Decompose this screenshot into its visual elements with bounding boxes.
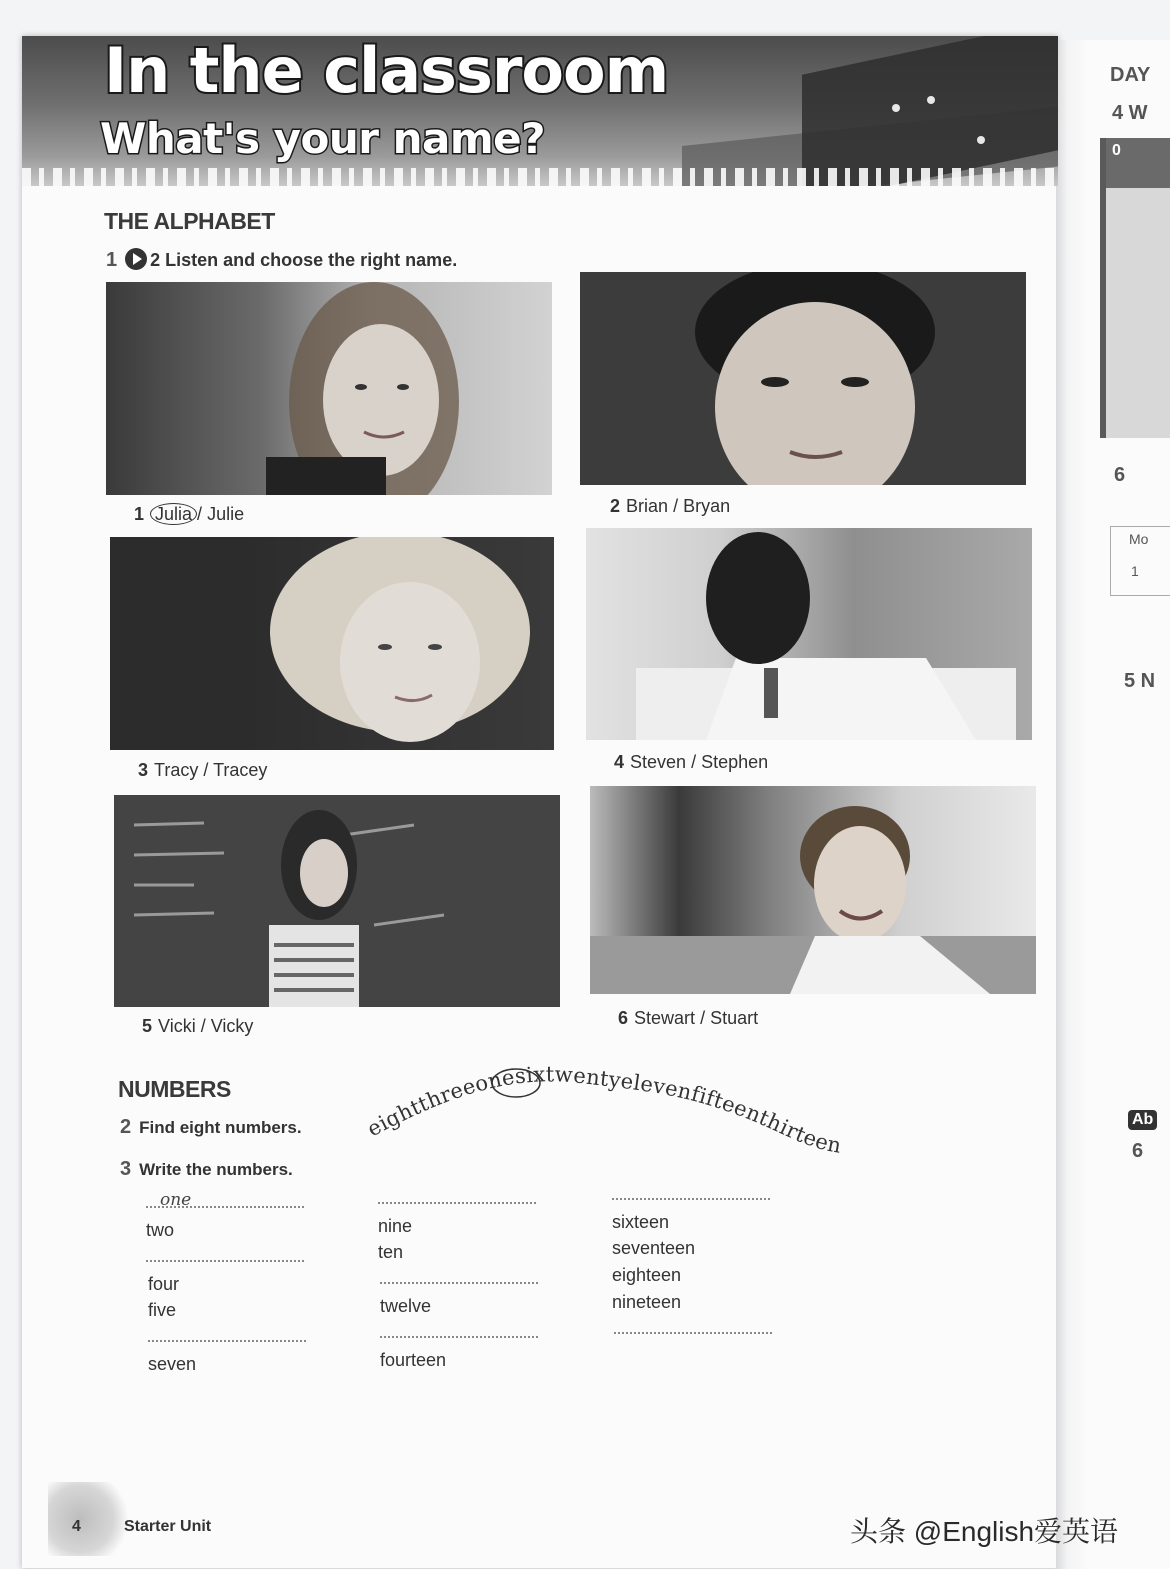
answer-line[interactable] <box>380 1282 538 1284</box>
next-page-day: DAY <box>1110 64 1151 86</box>
banner-dot <box>927 96 935 104</box>
caption-5: 5 Vicki / Vicky <box>142 1016 254 1036</box>
number-word: fourteen <box>380 1350 447 1370</box>
caption-2: 2 Brian / Bryan <box>610 496 731 516</box>
caption-3: 3 Tracy / Tracey <box>138 760 268 780</box>
audio-track-number: 2 <box>150 250 161 270</box>
boy-in-shirt-portrait-icon <box>586 528 1032 740</box>
banner-dot <box>892 104 900 112</box>
next-page-one: 1 <box>1131 563 1139 579</box>
number-word: nine <box>378 1216 413 1236</box>
photo-brian <box>580 272 1026 485</box>
number-word: four <box>148 1274 180 1294</box>
answer-line[interactable] <box>146 1206 304 1208</box>
alphabet-heading: THE ALPHABET <box>104 208 275 234</box>
banner-torn-edge <box>22 168 1058 186</box>
number-word: seventeen <box>612 1238 696 1258</box>
answer-line[interactable] <box>612 1198 770 1200</box>
svg-text:eightthreeonesixtwentyelevenfi <box>363 1062 843 1158</box>
next-page-six: 6 <box>1132 1140 1144 1162</box>
watermark: 头条 @English爱英语 <box>850 1516 1119 1547</box>
exercise-number: 1 <box>106 249 118 271</box>
answer-line[interactable] <box>378 1202 536 1204</box>
number-word: five <box>148 1300 177 1320</box>
caption-6: 6 Stewart / Stuart <box>618 1008 759 1028</box>
boy-portrait-icon <box>580 272 1026 485</box>
banner-dot <box>977 136 985 144</box>
next-page-ex6: 6 <box>1114 464 1126 486</box>
number-word: sixteen <box>612 1212 670 1232</box>
circled-answer[interactable]: Julia <box>150 503 197 525</box>
next-page-mo: Mo <box>1129 531 1149 547</box>
facing-page-edge <box>1056 40 1170 1569</box>
exercise-3-instruction: 3 Write the numbers. <box>120 1158 293 1180</box>
exercise-2-instruction: 2 Find eight numbers. <box>120 1116 302 1138</box>
caption-4: 4 Steven / Stephen <box>614 752 769 772</box>
next-page-ab: Ab <box>1128 1110 1157 1130</box>
next-page-ex5: 5 N <box>1124 670 1156 692</box>
photo-stewart <box>590 786 1036 994</box>
number-word: twelve <box>380 1296 432 1316</box>
answer-line[interactable] <box>614 1332 772 1334</box>
lesson-title: What's your name? <box>100 114 545 163</box>
smiling-boy-portrait-icon <box>590 786 1036 994</box>
footer-tab <box>48 1482 128 1556</box>
chalkboard-girl-icon <box>114 795 560 1007</box>
girl-portrait-icon <box>106 282 552 495</box>
number-word: seven <box>148 1354 197 1374</box>
answer-line[interactable] <box>146 1260 304 1262</box>
number-word: two <box>146 1220 175 1240</box>
photo-tracy <box>110 537 554 750</box>
next-page-ex4: 4 W <box>1112 102 1148 124</box>
photo-steven <box>586 528 1032 740</box>
answer-line[interactable] <box>380 1336 538 1338</box>
next-page-grid <box>1110 526 1170 596</box>
numbers-heading: NUMBERS <box>118 1076 231 1102</box>
photo-vicki <box>114 795 560 1007</box>
number-word: ten <box>378 1242 404 1262</box>
number-word-snake[interactable] <box>360 1055 920 1165</box>
example-answer-handwritten: one <box>160 1190 192 1210</box>
unit-title: In the classroom <box>104 34 669 107</box>
answer-line[interactable] <box>148 1340 306 1342</box>
instruction-text: Listen and choose the right name. <box>165 250 458 270</box>
number-word: eighteen <box>612 1265 682 1285</box>
exercise-1-instruction <box>106 248 457 272</box>
page-number: 4 <box>72 1518 81 1535</box>
caption-1: 1 Julia / Julie <box>134 504 245 524</box>
curly-girl-portrait-icon <box>110 537 554 750</box>
unit-label: Starter Unit <box>124 1518 212 1535</box>
play-audio-icon[interactable] <box>125 248 147 270</box>
next-page-ex0: 0 <box>1112 142 1121 159</box>
next-page-table <box>1100 138 1170 438</box>
number-word: nineteen <box>612 1292 682 1312</box>
word-snake-text: eightthreeonesixtwentyelevenfifteenthirteen <box>363 1062 844 1158</box>
photo-julia <box>106 282 552 495</box>
